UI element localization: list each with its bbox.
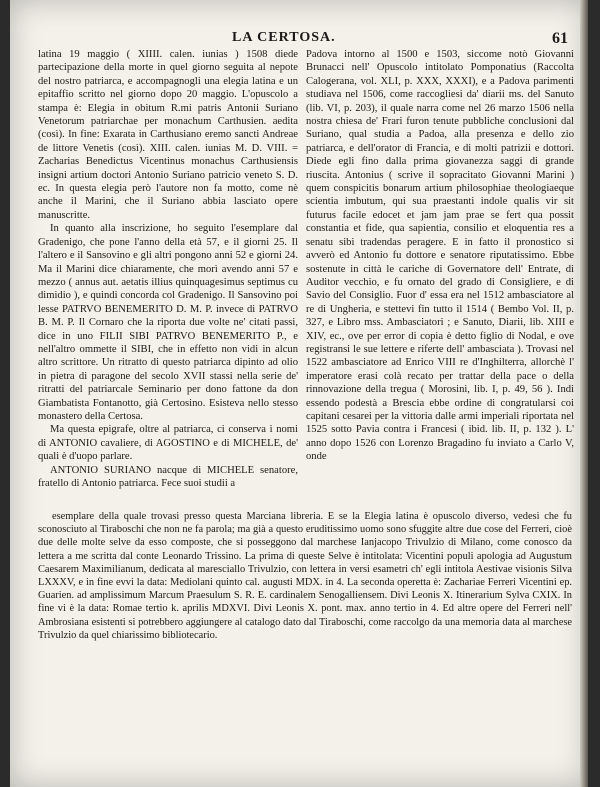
footnote bbox=[38, 510, 572, 660]
paragraph: Padova intorno al 1500 e 1503, siccome notò Giovanni Brunacci nell' Opuscolo intitolato Pomponatius (Raccolta Calogerana, vol. XLI, p. XXX, XXXI), e a Padova parimenti studiava nel 1506, come raccogliesi da' diarii ms. del Sanuto (lib. VI, p. 203), il quale narra come nel 26 marzo 1506 nella nostra chiesa de' Frari furon tenute pubbliche conclusioni dal Suriano, qual studia a Padoa, alla presenza e dello zio patriarca, e dell'orator di Francia, e di molti patrizii e dottori. Diede egli fino dalla prima giovanezza saggi di grande riuscita. Antonius ( scrive il sopracitato Giovanni Marini ) quem conspicitis bonarum artium philosophiae theologiaeque scientia imbutum, qui sua praestanti indole qualis vir sit futurus facile edocet et jam jam prae se fert qua possit constantia et fide, qua sapientia, consilio et eloquentia res a senatu sibi tradendas peragere. E in fatto il pronostico si avverò ed Antonio fu dottore e senatore riputatissimo. Ebbe sostenute in città le cariche di Governatore dell' Entrate, di Auditor vecchio, e fu ornato del grado di Consigliere, e di Savio del Consiglio. Fuor d' essa era nel 1512 ambasciatore al re di Ungheria, e stettevi fin tutto il 1514 ( Bembo Vol. II, p. 327, e Libro mss. Ambasciatori ; e Sanuto, Diarii, lib. XIII e XIV, ec., ove per error di copia è detto figlio di Nodal, e ove registransi le sue lettere e riferte dell' ambasciata ). Trovasi nel 1522 ambasciatore ad Enrico VIII re d'Inghilterra, allorchè l' imperatore erasi colà recato per trattar della pace o della rinnovazione della tregua ( Morosini, lib. I, p. 49, 56 ). Indi essendo podestà a Brescia ebbe ordine di congratularsi coi capitani cesarei per la vittoria dalle armi imperiali riportata nel 1525 sotto Pavia contra i Francesi ( ibid. lib. II, p. 132 ). L' anno dopo 1526 con Lorenzo Bragadino fu inviato a Carlo V, onde bbox=[306, 49, 574, 463]
paragraph: ANTONIO SURIANO nacque di MICHELE senatore, fratello di Antonio patriarca. Fece suoi studii a bbox=[38, 464, 298, 489]
running-title: LA CERTOSA. bbox=[232, 30, 336, 45]
paragraph: Ma questa epigrafe, oltre al patriarca, ci conserva i nomi di ANTONIO cavaliere, di AGOSTINO e di MICHELE, de' quali è d'uopo parlare. bbox=[38, 424, 298, 463]
page-number: 61 bbox=[552, 30, 568, 47]
running-head bbox=[30, 30, 582, 46]
book-page bbox=[10, 0, 588, 787]
paragraph: latina 19 maggio ( XIIII. calen. iunias ) 1508 diede partecipazione della morte in quel giorno seguita al nepote del nostro patriarca, e accompagnogli una elegia latina e un epitaffio scritto nel giorno dopo 20 maggio. L'opuscolo a stampa è: Elegia in obitum R.mi patris Antonii Suriano Venetorum patriarchae per monachum Carthusien. aedita (così). In fine: Exarata in Carthusiano eremo sancti Andreae de littore Venetis (così). XIII. calen. iunias M. D. VIII. = Zacharias Benedictus Vicentinus monachus Carthusiensis insigni artium doctori Antonio Suriano patricio veneto S. D. ec. In questa elegia però l'autore non fa motto, come nè anche il Marini, che il Suriano abbia lasciato opere manuscritte. bbox=[38, 49, 298, 221]
page-binding-shadow bbox=[580, 0, 588, 787]
paragraph: In quanto alla inscrizione, ho seguito l'esemplare dal Gradenigo, che pone l'anno della età 57, e il giorni 25. Il l'altero e il Sansovino e gli altri pongono anni 52 e giorni 24. Ma il Marini dice chiaramente, che morì avendo anni 57 e mezzo ( annus aut. aetatis illius quinquagesimus septimus cu dimidio ), e quindi concorda col Gradenigo. Il Sansovino poi lesse PATRVO BENEMERITO D. M. P. invece di PATRVO B. M. P. Il Cornaro che la riporta due volte ne' citati passi, dice in uno FILII SIBI PATRVO BENEMERITO P., e nell'altro ommette il SIBI, che in effetto non vidi in alcun altro scrittore. Un ritratto di questo patriarca dipinto ad olio in pietra di paragone del secolo XVII stassi nella serie de' ritratti del patriarcale Seminario per dono fattone da don Giambatista Fontanotto, già Certosino. Esisteva nello stesso monastero della Certosa. bbox=[38, 223, 298, 422]
left-column bbox=[38, 48, 298, 503]
footnote-text: esemplare della quale trovasi presso questa Marciana libreria. E se la Elegia latina è opuscolo diverso, vedesi che fu sconosciuto al Tiraboschi che non ne fa parola; ma già a questo eruditissimo uomo sono sfuggite altre due cose del Ferreri, cioè due delle molte selve da esso composte, che si posseggono dal marchese Ianjacopo Trivulzio di Milano, come conosco da lettera a me scritta dal conte Leonardo Trissino. La prima di queste Selve è intitolata: Vicentini populi apologia ad Augustum Caesarem Maximilianum, dedicata al maresciallo Trivulzio, con lettera in versi esametri ch' egli intitola Aestivae visionis Silva LXXXV, e in fine evvi la data: Mediolani quinto cal. augusti MDX. in 4. La seconda operetta è: Zachariae Ferreri Vicentini ep. Guarien. ad amplissimum Marcum Praesulum S. R. E. cardinalem Senogalliensem. Divi Leonis X. Itinerarium Sylva CXIX. In fine vi è la data: Romae tertio k. aprilis MDXVI. Divi Leonis X. pont. max. anno tertio in 4. Ed altre opere del Ferreri nell' Ambrosiana esistenti si potrebbero aggiungere al catalogo dato dal Tiraboschi, come raccolgo da una memoria data al marchese Trivulzio da quel chiarissimo bibliotecario. bbox=[38, 511, 572, 641]
right-column bbox=[306, 48, 574, 503]
